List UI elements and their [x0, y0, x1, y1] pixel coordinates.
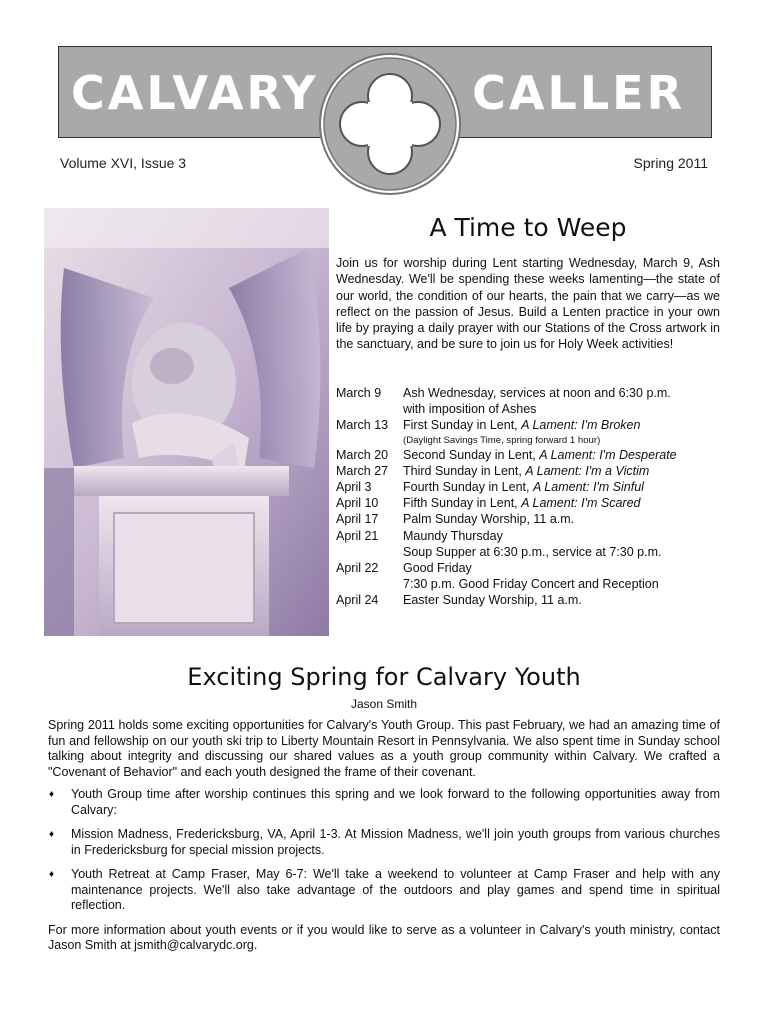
- schedule-event: Ash Wednesday, services at noon and 6:30 p.m.: [403, 386, 671, 400]
- schedule-row: [336, 511, 726, 527]
- schedule-row: [336, 576, 726, 592]
- weeping-angel-statue-photo: [44, 208, 329, 636]
- youth-closing-paragraph: For more information about youth events or if you would like to serve as a volunteer in Calvary's youth ministry, contact Jason Smith at jsmith@calvarydc.org.: [48, 922, 720, 952]
- article-byline: Jason Smith: [350, 697, 418, 711]
- schedule-date: April 22: [336, 561, 379, 576]
- article-body-youth: [48, 718, 720, 954]
- schedule-date: [336, 434, 403, 447]
- masthead-title-left: CALVARY: [71, 66, 319, 120]
- schedule-event: Maundy Thursday: [403, 528, 503, 543]
- diamond-bullet-icon: ♦: [49, 869, 55, 880]
- article-body-lent: Join us for worship during Lent starting Wednesday, March 9, Ash Wednesday. We'll be spending these weeks lamenting—the state of our world, the condition of our hearts, the pain that we carry—as we reflect on the passion of Jesus. Build a Lenten practice in your own life by praying a daily prayer with our Stations of the Cross artwork in the sanctuary, and be sure to join us for Holy Week activities!: [336, 256, 720, 352]
- schedule-date: April 10: [336, 496, 379, 511]
- schedule-event: Easter Sunday Worship, 11 a.m.: [403, 593, 582, 608]
- youth-events-list: [48, 787, 720, 914]
- schedule-date: March 20: [336, 447, 389, 462]
- schedule-row: [336, 479, 726, 495]
- article-title-youth: Exciting Spring for Calvary Youth: [187, 663, 581, 691]
- sermon-title: A Lament: I'm Sinful: [532, 480, 644, 495]
- list-item-text: Youth Retreat at Camp Fraser, May 6-7: We'll take a weekend to volunteer at Camp Fraser and help with any maintenance projects. We'll also take advantage of the outdoors and play games and spend time in spiritual reflection.: [71, 867, 720, 912]
- schedule-row: [336, 592, 726, 608]
- quatrefoil-emblem-icon: [318, 52, 462, 196]
- schedule-row: [336, 495, 726, 511]
- schedule-row: [336, 434, 726, 447]
- sermon-title: A Lament: I'm Scared: [521, 496, 641, 511]
- lent-schedule: [336, 385, 726, 609]
- schedule-row: [336, 417, 726, 433]
- list-item-text: Mission Madness, Fredericksburg, VA, April 1-3. At Mission Madness, we'll join youth groups from various churches in Fredericksburg for special mission projects.: [71, 827, 720, 857]
- schedule-event: 7:30 p.m. Good Friday Concert and Reception: [403, 577, 659, 592]
- issue-season: Spring 2011: [633, 155, 708, 171]
- schedule-event: Palm Sunday Worship, 11 a.m.: [403, 512, 575, 527]
- schedule-note: (Daylight Savings Time, spring forward 1 hour): [403, 434, 601, 446]
- sermon-title: A Lament: I'm Desperate: [539, 447, 677, 462]
- schedule-row: [336, 528, 726, 544]
- schedule-event: Fourth Sunday in Lent,: [403, 480, 533, 495]
- schedule-row: [336, 544, 726, 560]
- list-item-text: Youth Group time after worship continues this spring and we look forward to the following opportunities away from Calvary:: [71, 787, 720, 817]
- schedule-row: [336, 463, 726, 479]
- masthead-title-right: CALLER: [472, 66, 685, 120]
- sermon-title: A Lament: I'm a Victim: [525, 463, 650, 478]
- article-title-time-to-weep: A Time to Weep: [429, 213, 627, 242]
- volume-issue: Volume XVI, Issue 3: [60, 155, 187, 171]
- schedule-event: Third Sunday in Lent,: [403, 463, 526, 478]
- list-item: [48, 827, 720, 858]
- schedule-date: April 17: [336, 512, 379, 527]
- schedule-row: [336, 385, 726, 401]
- schedule-event: Soup Supper at 6:30 p.m., service at 7:30 p.m.: [403, 544, 662, 559]
- sermon-title: A Lament: I'm Broken: [521, 418, 641, 433]
- schedule-date: March 9: [336, 386, 382, 400]
- schedule-event: Good Friday: [403, 561, 472, 576]
- diamond-bullet-icon: ♦: [49, 789, 55, 800]
- schedule-date: [336, 576, 403, 592]
- schedule-row: [336, 447, 726, 463]
- schedule-date: March 13: [336, 418, 389, 433]
- schedule-date: [336, 401, 403, 417]
- schedule-event: First Sunday in Lent,: [403, 418, 522, 433]
- schedule-date: April 21: [336, 528, 379, 543]
- schedule-date: [336, 544, 403, 560]
- schedule-date: April 24: [336, 593, 379, 608]
- youth-intro-paragraph: Spring 2011 holds some exciting opportunities for Calvary's Youth Group. This past February, we had an amazing time of fun and fellowship on our youth ski trip to Liberty Mountain Resort in Pennsylvania. We also spent time in Sunday school talking about integrity and discussing our shared values as a youth group community within Calvary. We crafted a "Covenant of Behavior" and each youth designed the frame of their covenant.: [48, 718, 720, 779]
- diamond-bullet-icon: ♦: [49, 829, 55, 840]
- schedule-row: [336, 560, 726, 576]
- schedule-row: [336, 401, 726, 417]
- schedule-event: with imposition of Ashes: [403, 402, 537, 417]
- schedule-date: March 27: [336, 463, 389, 478]
- schedule-event: Fifth Sunday in Lent,: [403, 496, 522, 511]
- list-item: [48, 867, 720, 914]
- schedule-date: April 3: [336, 480, 372, 495]
- schedule-event: Second Sunday in Lent,: [403, 447, 540, 462]
- list-item: [48, 787, 720, 818]
